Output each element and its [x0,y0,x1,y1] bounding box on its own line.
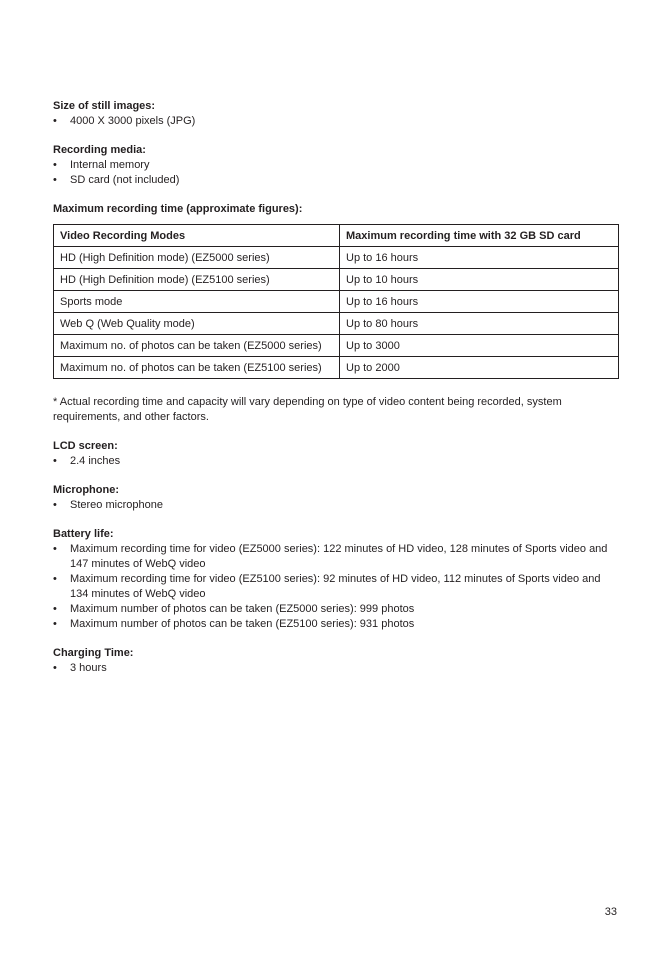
microphone-list [53,498,619,513]
list-item [53,173,619,188]
table-cell: HD (High Definition mode) (EZ5000 series) [54,247,340,269]
bullet-icon: • [53,618,57,630]
list-item-text: Maximum recording time for video (EZ5100 series): 92 minutes of HD video, 112 minutes of Sports video and 134 minutes of WebQ video [70,573,601,600]
bullet-icon: • [53,662,57,674]
recording-media-section [53,143,619,188]
charging-time-list [53,661,619,676]
table-row [54,335,619,357]
microphone-heading: Microphone: [53,484,119,496]
lcd-screen-heading: LCD screen: [53,440,118,452]
list-item [53,572,619,602]
list-item-text: Maximum recording time for video (EZ5000 series): 122 minutes of HD video, 128 minutes of Sports video and 147 minutes of WebQ video [70,543,608,570]
still-images-list [53,114,619,129]
table-row [54,313,619,335]
table-cell: Up to 16 hours [340,247,619,269]
lcd-screen-list [53,454,619,469]
bullet-icon: • [53,603,57,615]
table-cell: Up to 3000 [340,335,619,357]
bullet-icon: • [53,159,57,171]
table-cell: HD (High Definition mode) (EZ5100 series) [54,269,340,291]
list-item-text: Internal memory [70,159,150,171]
microphone-section [53,483,619,513]
list-item [53,617,619,632]
list-item [53,542,619,572]
battery-life-list [53,542,619,632]
list-item [53,158,619,173]
table-row [54,357,619,379]
list-item-text: Maximum number of photos can be taken (EZ5000 series): 999 photos [70,603,415,615]
column-header-time: Maximum recording time with 32 GB SD card [340,225,619,247]
table-header-row [54,225,619,247]
lcd-screen-section [53,439,619,469]
bullet-icon: • [53,499,57,511]
list-item [53,602,619,617]
list-item-text: Stereo microphone [70,499,163,511]
still-images-section [53,99,619,129]
bullet-icon: • [53,174,57,186]
list-item-text: Maximum number of photos can be taken (EZ5100 series): 931 photos [70,618,415,630]
table-cell: Maximum no. of photos can be taken (EZ5000 series) [54,335,340,357]
list-item [53,498,619,513]
list-item [53,114,619,129]
max-recording-heading: Maximum recording time (approximate figures): [53,203,303,215]
table-cell: Up to 80 hours [340,313,619,335]
recording-media-heading: Recording media: [53,144,146,156]
table-row [54,269,619,291]
table-cell: Maximum no. of photos can be taken (EZ5100 series) [54,357,340,379]
bullet-icon: • [53,115,57,127]
list-item [53,661,619,676]
column-header-mode: Video Recording Modes [54,225,340,247]
page-number: 33 [604,906,617,918]
table-cell: Up to 16 hours [340,291,619,313]
list-item [53,454,619,469]
list-item-text: 4000 X 3000 pixels (JPG) [70,115,196,127]
table-cell: Up to 10 hours [340,269,619,291]
table-row [54,291,619,313]
list-item-text: 2.4 inches [70,455,121,467]
table-cell: Sports mode [54,291,340,313]
battery-life-section [53,527,619,632]
bullet-icon: • [53,455,57,467]
battery-life-heading: Battery life: [53,528,114,540]
max-recording-section [53,202,619,425]
table-cell: Up to 2000 [340,357,619,379]
list-item-text: SD card (not included) [70,174,180,186]
charging-time-heading: Charging Time: [53,647,134,659]
bullet-icon: • [53,543,57,555]
table-row [54,247,619,269]
list-item-text: 3 hours [70,662,107,674]
still-images-heading: Size of still images: [53,100,156,112]
recording-time-note: * Actual recording time and capacity will vary depending on type of video content being recorded, system requirements, and other factors. [53,396,562,423]
page-content [53,99,619,690]
table-cell: Web Q (Web Quality mode) [54,313,340,335]
charging-time-section [53,646,619,676]
recording-time-table [53,224,619,379]
bullet-icon: • [53,573,57,585]
recording-media-list [53,158,619,188]
